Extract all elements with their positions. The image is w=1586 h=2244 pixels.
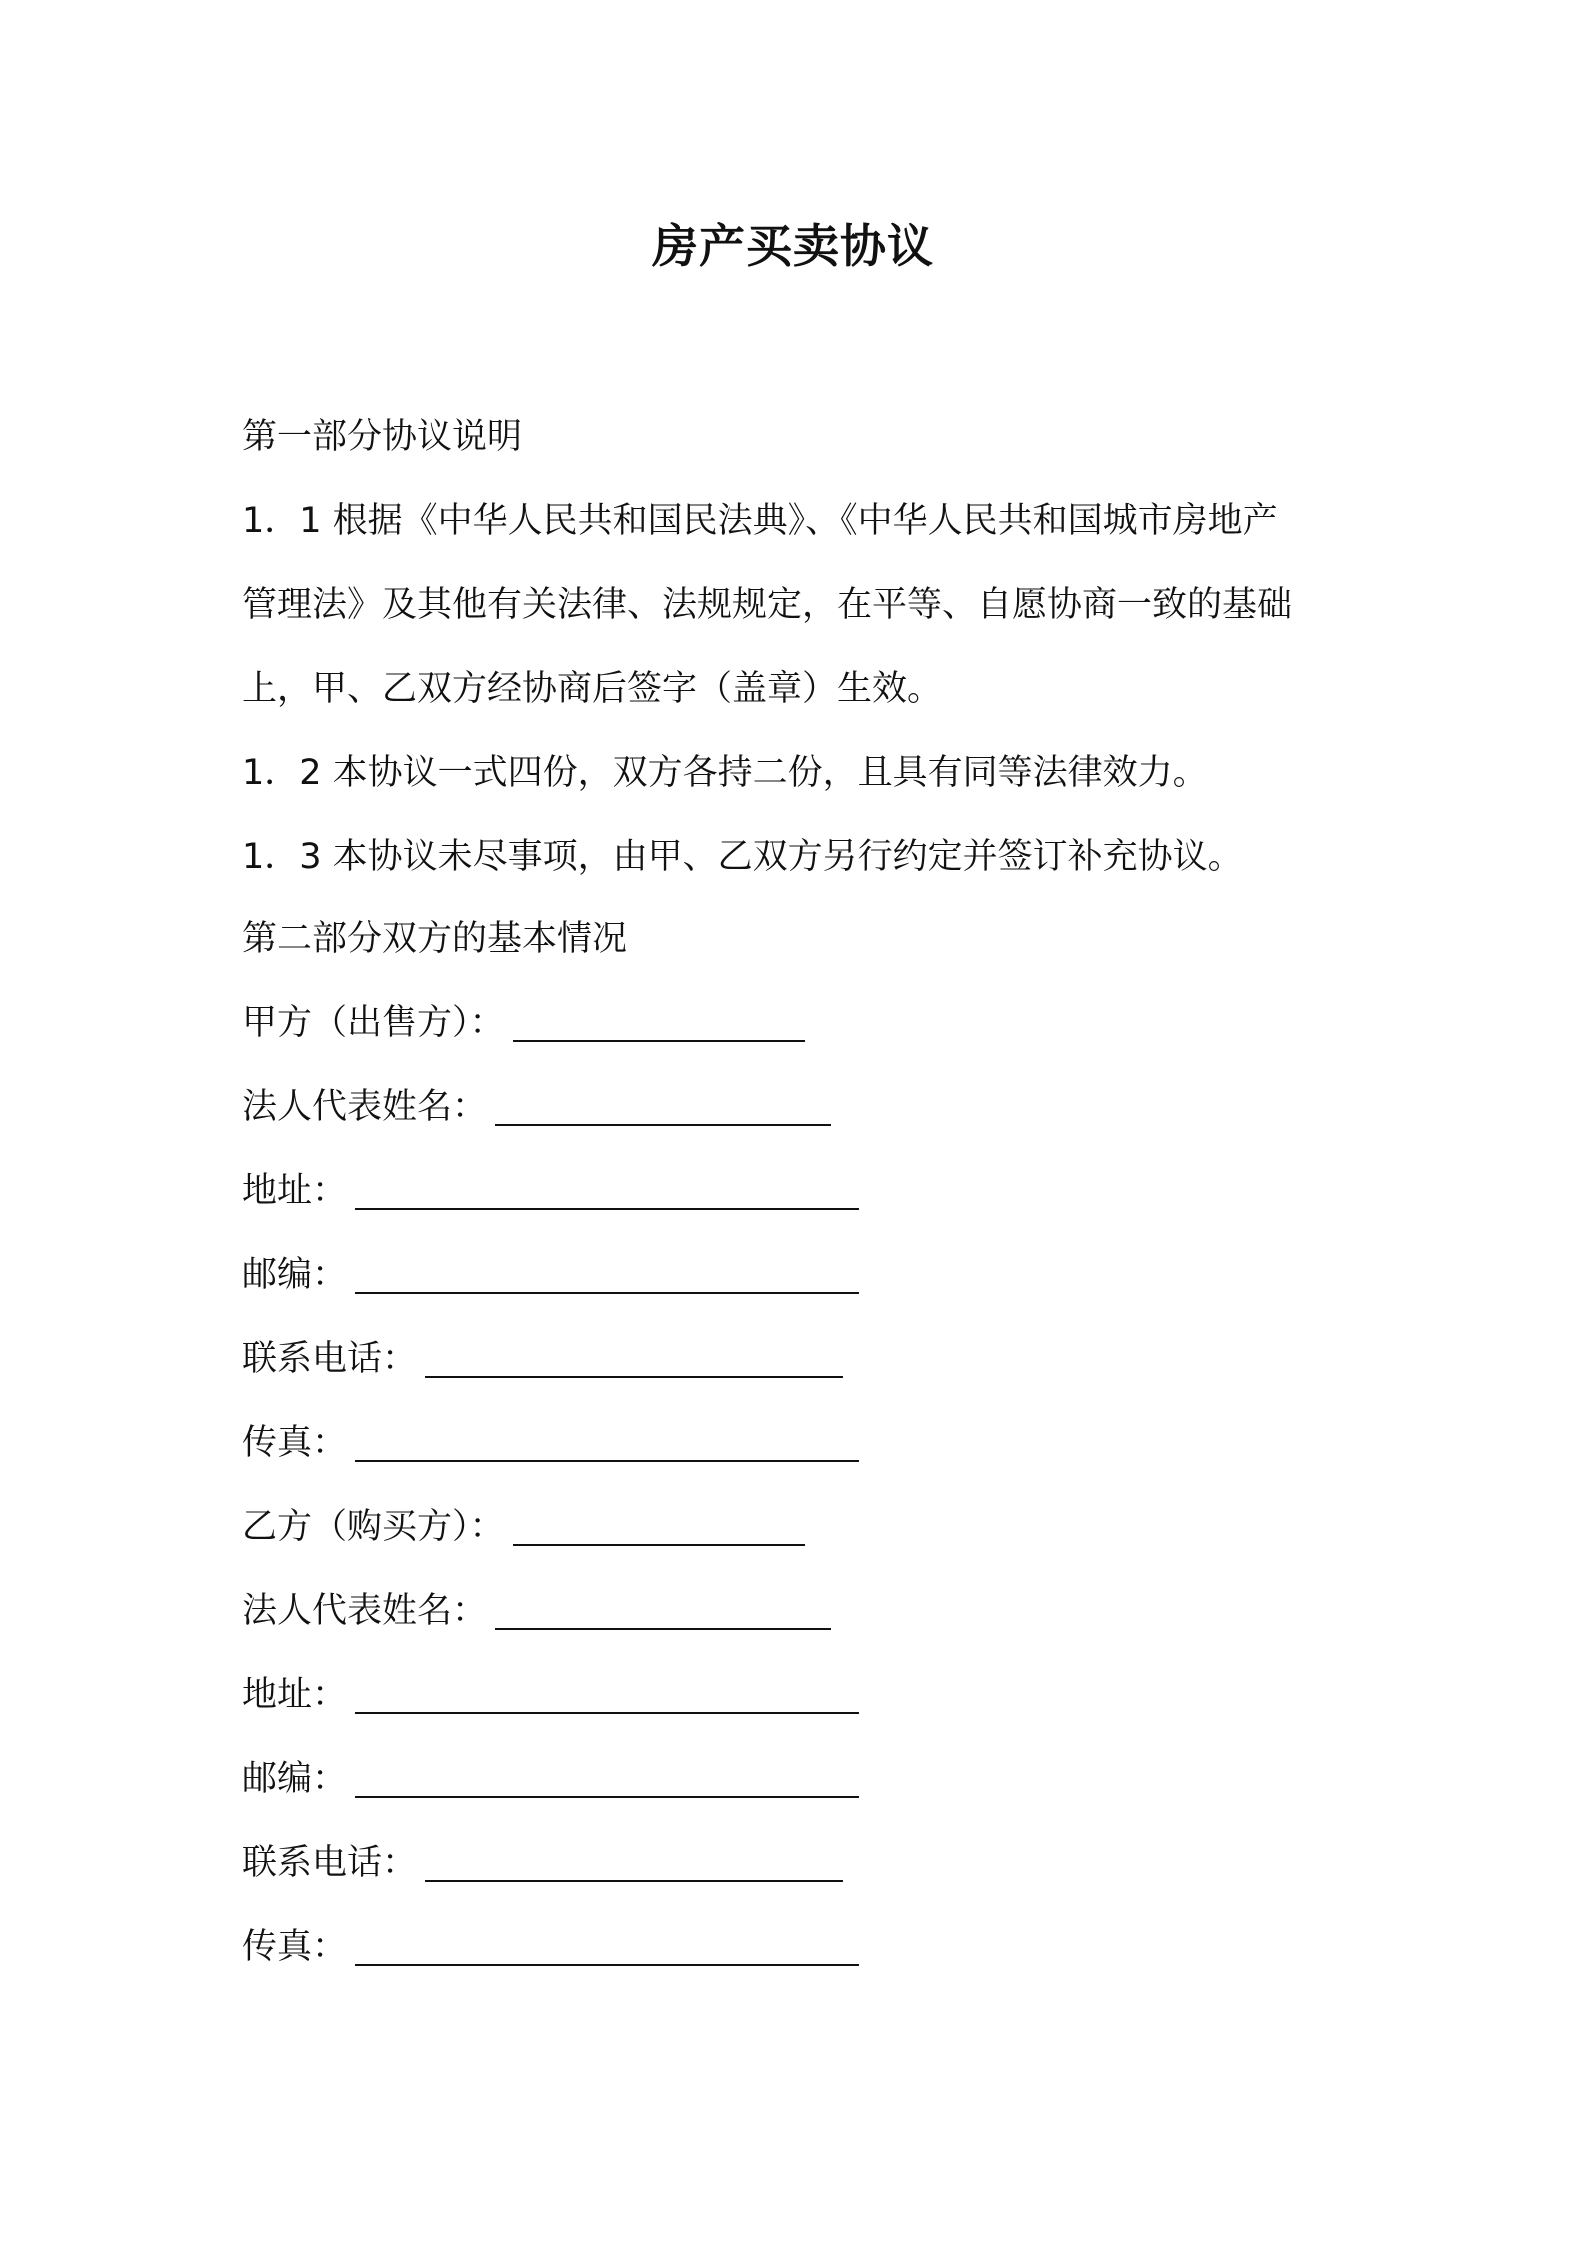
party-a-label: 甲方（出售方）：	[242, 1003, 505, 1043]
clause-1-2: 1．2 本协议一式四份，双方各持二份，且具有同等法律效力。	[242, 753, 1208, 793]
party-a-legal-rep-field	[242, 1082, 831, 1132]
party-a-address-blank[interactable]	[355, 1172, 859, 1210]
party-b-legal-rep-blank[interactable]	[495, 1592, 831, 1630]
party-b-phone-label: 联系电话：	[242, 1843, 418, 1883]
party-a-phone-label: 联系电话：	[242, 1339, 418, 1379]
party-a-field	[242, 998, 805, 1048]
party-a-legal-rep-label: 法人代表姓名：	[242, 1087, 488, 1127]
party-b-postcode-blank[interactable]	[355, 1760, 859, 1798]
party-b-legal-rep-label: 法人代表姓名：	[242, 1591, 488, 1631]
party-b-blank[interactable]	[513, 1508, 805, 1546]
party-a-phone-field	[242, 1334, 843, 1384]
party-b-label: 乙方（购买方）：	[242, 1507, 505, 1547]
party-a-fax-field	[242, 1418, 859, 1468]
party-b-postcode-label: 邮编：	[242, 1759, 348, 1799]
party-a-blank[interactable]	[513, 1004, 805, 1042]
party-b-fax-field	[242, 1922, 859, 1972]
party-a-address-label: 地址：	[242, 1171, 348, 1211]
party-b-fax-blank[interactable]	[355, 1928, 859, 1966]
party-a-fax-label: 传真：	[242, 1423, 348, 1463]
party-a-postcode-label: 邮编：	[242, 1255, 348, 1295]
party-b-field	[242, 1502, 805, 1552]
part2-heading: 第二部分双方的基本情况	[242, 919, 628, 959]
party-b-legal-rep-field	[242, 1586, 831, 1636]
clause-1-1-line-2: 管理法》及其他有关法律、法规规定，在平等、自愿协商一致的基础	[242, 585, 1293, 625]
party-b-address-field	[242, 1670, 859, 1720]
party-a-postcode-blank[interactable]	[355, 1256, 859, 1294]
party-b-postcode-field	[242, 1754, 859, 1804]
party-a-legal-rep-blank[interactable]	[495, 1088, 831, 1126]
clause-1-1-line-3: 上，甲、乙双方经协商后签字（盖章）生效。	[242, 669, 943, 709]
part1-heading: 第一部分协议说明	[242, 417, 523, 457]
clause-1-3: 1．3 本协议未尽事项，由甲、乙双方另行约定并签订补充协议。	[242, 837, 1243, 877]
party-a-postcode-field	[242, 1250, 859, 1300]
party-a-address-field	[242, 1166, 859, 1216]
party-b-phone-blank[interactable]	[425, 1844, 843, 1882]
party-b-address-label: 地址：	[242, 1675, 348, 1715]
party-b-address-blank[interactable]	[355, 1676, 859, 1714]
document-title: 房产买卖协议	[652, 219, 934, 273]
clause-1-1-line-1: 1．1 根据《中华人民共和国民法典》、《中华人民共和国城市房地产	[242, 501, 1278, 541]
party-a-fax-blank[interactable]	[355, 1424, 859, 1462]
party-b-phone-field	[242, 1838, 843, 1888]
party-b-fax-label: 传真：	[242, 1927, 348, 1967]
party-a-phone-blank[interactable]	[425, 1340, 843, 1378]
